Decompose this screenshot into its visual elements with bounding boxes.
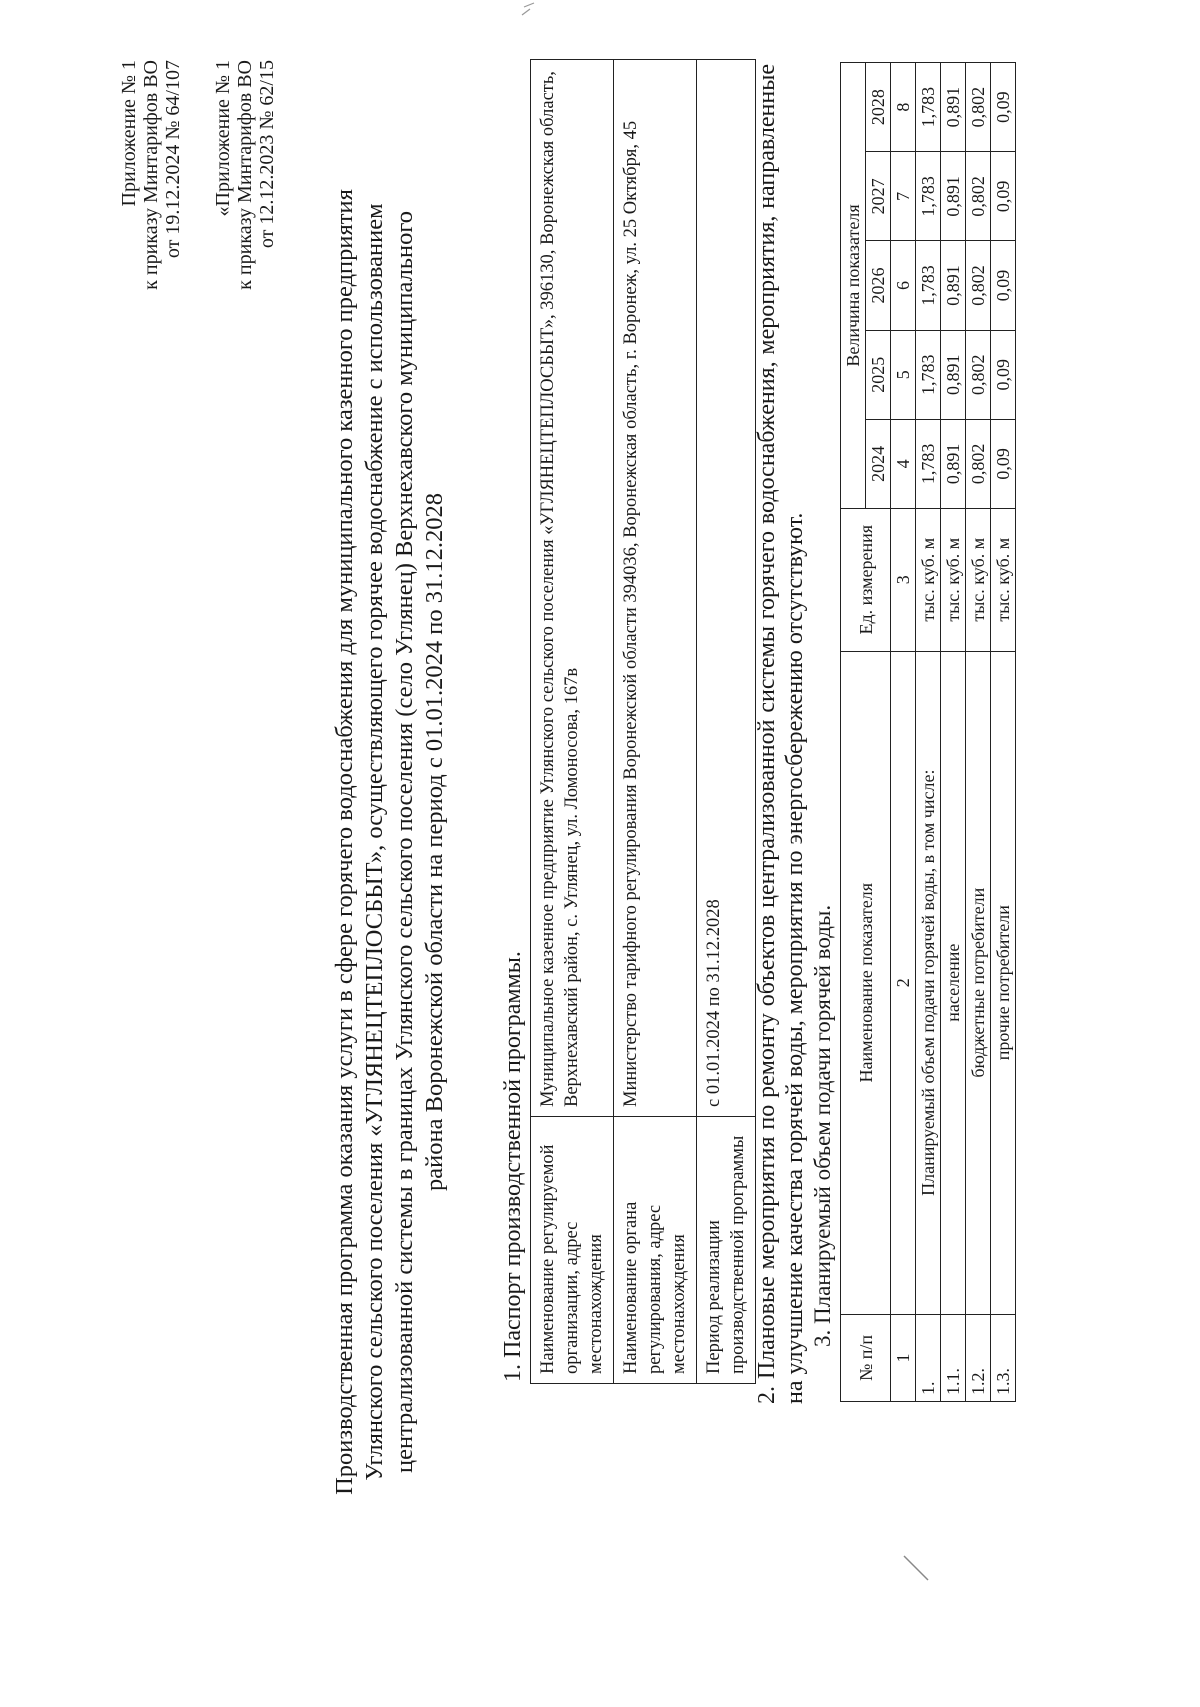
row-value: 0,891 (941, 63, 966, 152)
approval-line: к приказу Минтарифов ВО (140, 60, 162, 290)
row-name: Планируемый объем подачи горячей воды, в том числе: (916, 651, 941, 1314)
row-value: 0,09 (991, 241, 1016, 330)
measures-paragraph: 2. Плановые мероприятия по ремонту объектов централизованной системы горячего водоснабжения, мероприятия, направленные на улучшение качества горячей воды, мероприятия по энергосбережению отсутствуют. (754, 64, 808, 1404)
passport-label: Наименование органа регулирования, адрес местонахождения (614, 1117, 697, 1384)
passport-value: Министерство тарифного регулирования Воронежской области 394036, Воронежская область, г. Воронеж, ул. 25 Октября, 45 (614, 60, 697, 1117)
header-name: Наименование показателя (841, 651, 891, 1314)
row-value: 1,783 (916, 419, 941, 508)
row-unit: тыс. куб. м (941, 509, 966, 652)
row-value: 0,891 (941, 330, 966, 419)
passport-label: Период реализации производственной программы (697, 1117, 756, 1384)
approval-stamp-current (118, 60, 184, 290)
row-unit: тыс. куб. м (916, 509, 941, 652)
column-number-row (891, 63, 916, 1402)
column-number: 6 (891, 241, 916, 330)
passport-table (530, 59, 756, 1384)
table-row (614, 60, 697, 1384)
row-num: 1.2. (966, 1314, 991, 1401)
passport-value: с 01.01.2024 по 31.12.2028 (697, 60, 756, 1117)
header-year: 2024 (866, 419, 891, 508)
row-unit: тыс. куб. м (991, 509, 1016, 652)
row-num: 1.3. (991, 1314, 1016, 1401)
row-name: бюджетные потребители (966, 651, 991, 1314)
title-line: Производственная программа оказания услуги в сфере горячего водоснабжения для муниципального казенного предприятия (331, 189, 358, 1495)
row-value: 1,783 (916, 241, 941, 330)
passport-heading: 1. Паспорт производственной программы. (500, 951, 526, 1382)
row-name: прочие потребители (991, 651, 1016, 1314)
row-num: 1.1. (941, 1314, 966, 1401)
supply-heading: 3. Планируемый объем подачи горячей воды. (810, 904, 835, 1347)
title-line: Углянского сельского поселения «УГЛЯНЕЦТЕПЛОСБЫТ», осуществляющего горячее водоснабжение с использованием (361, 203, 388, 1481)
column-number: 4 (891, 419, 916, 508)
header-num: № п/п (841, 1314, 891, 1401)
table-row (531, 60, 614, 1384)
scan-mark (900, 1552, 930, 1582)
row-value: 0,891 (941, 419, 966, 508)
column-number: 3 (891, 509, 916, 652)
column-number: 2 (891, 651, 916, 1314)
table-row (916, 63, 941, 1402)
column-number: 7 (891, 152, 916, 241)
header-year: 2026 (866, 241, 891, 330)
header-year: 2028 (866, 63, 891, 152)
header-value: Величина показателя (841, 63, 866, 509)
column-number: 1 (891, 1314, 916, 1401)
row-unit: тыс. куб. м (966, 509, 991, 652)
table-row (697, 60, 756, 1384)
column-number: 5 (891, 330, 916, 419)
row-value: 1,783 (916, 152, 941, 241)
header-year: 2027 (866, 152, 891, 241)
row-value: 0,802 (966, 330, 991, 419)
row-name: население (941, 651, 966, 1314)
row-value: 1,783 (916, 330, 941, 419)
row-value: 1,783 (916, 63, 941, 152)
header-unit: Ед. измерения (841, 509, 891, 652)
row-value: 0,802 (966, 63, 991, 152)
approval-line: «Приложение № 1 (212, 60, 234, 217)
table-header-row (841, 63, 866, 1402)
column-number: 8 (891, 63, 916, 152)
row-num: 1. (916, 1314, 941, 1401)
table-row (966, 63, 991, 1402)
passport-value: Муниципальное казенное предприятие Углянского сельского поселения «УГЛЯНЕЦТЕПЛОСБЫТ», 396130, Воронежская область, Верхнехавский район, с. Углянец, ул. Ломоносова, 167в (531, 60, 614, 1117)
supply-table (840, 62, 1016, 1402)
row-value: 0,09 (991, 330, 1016, 419)
approval-line: Приложение № 1 (118, 60, 140, 207)
approval-line: к приказу Минтарифов ВО (234, 60, 256, 290)
approval-stamp-previous (212, 60, 278, 290)
row-value: 0,891 (941, 241, 966, 330)
row-value: 0,802 (966, 152, 991, 241)
row-value: 0,802 (966, 419, 991, 508)
title-line: района Воронежской области на период с 01.01.2024 по 31.12.2028 (421, 493, 448, 1191)
title-line: централизованной системы в границах Углянского сельского поселения (село Углянец) Верхнехавского муниципального (391, 210, 418, 1474)
table-row (941, 63, 966, 1402)
row-value: 0,09 (991, 419, 1016, 508)
scan-mark (520, 1, 540, 17)
header-year: 2025 (866, 330, 891, 419)
approval-line: от 12.12.2023 № 62/15 (256, 60, 278, 249)
approval-line: от 19.12.2024 № 64/107 (162, 60, 184, 259)
table-row (991, 63, 1016, 1402)
row-value: 0,802 (966, 241, 991, 330)
passport-label: Наименование регулируемой организации, адрес местонахождения (531, 1117, 614, 1384)
row-value: 0,09 (991, 152, 1016, 241)
row-value: 0,09 (991, 63, 1016, 152)
document-title (330, 177, 450, 1507)
row-value: 0,891 (941, 152, 966, 241)
